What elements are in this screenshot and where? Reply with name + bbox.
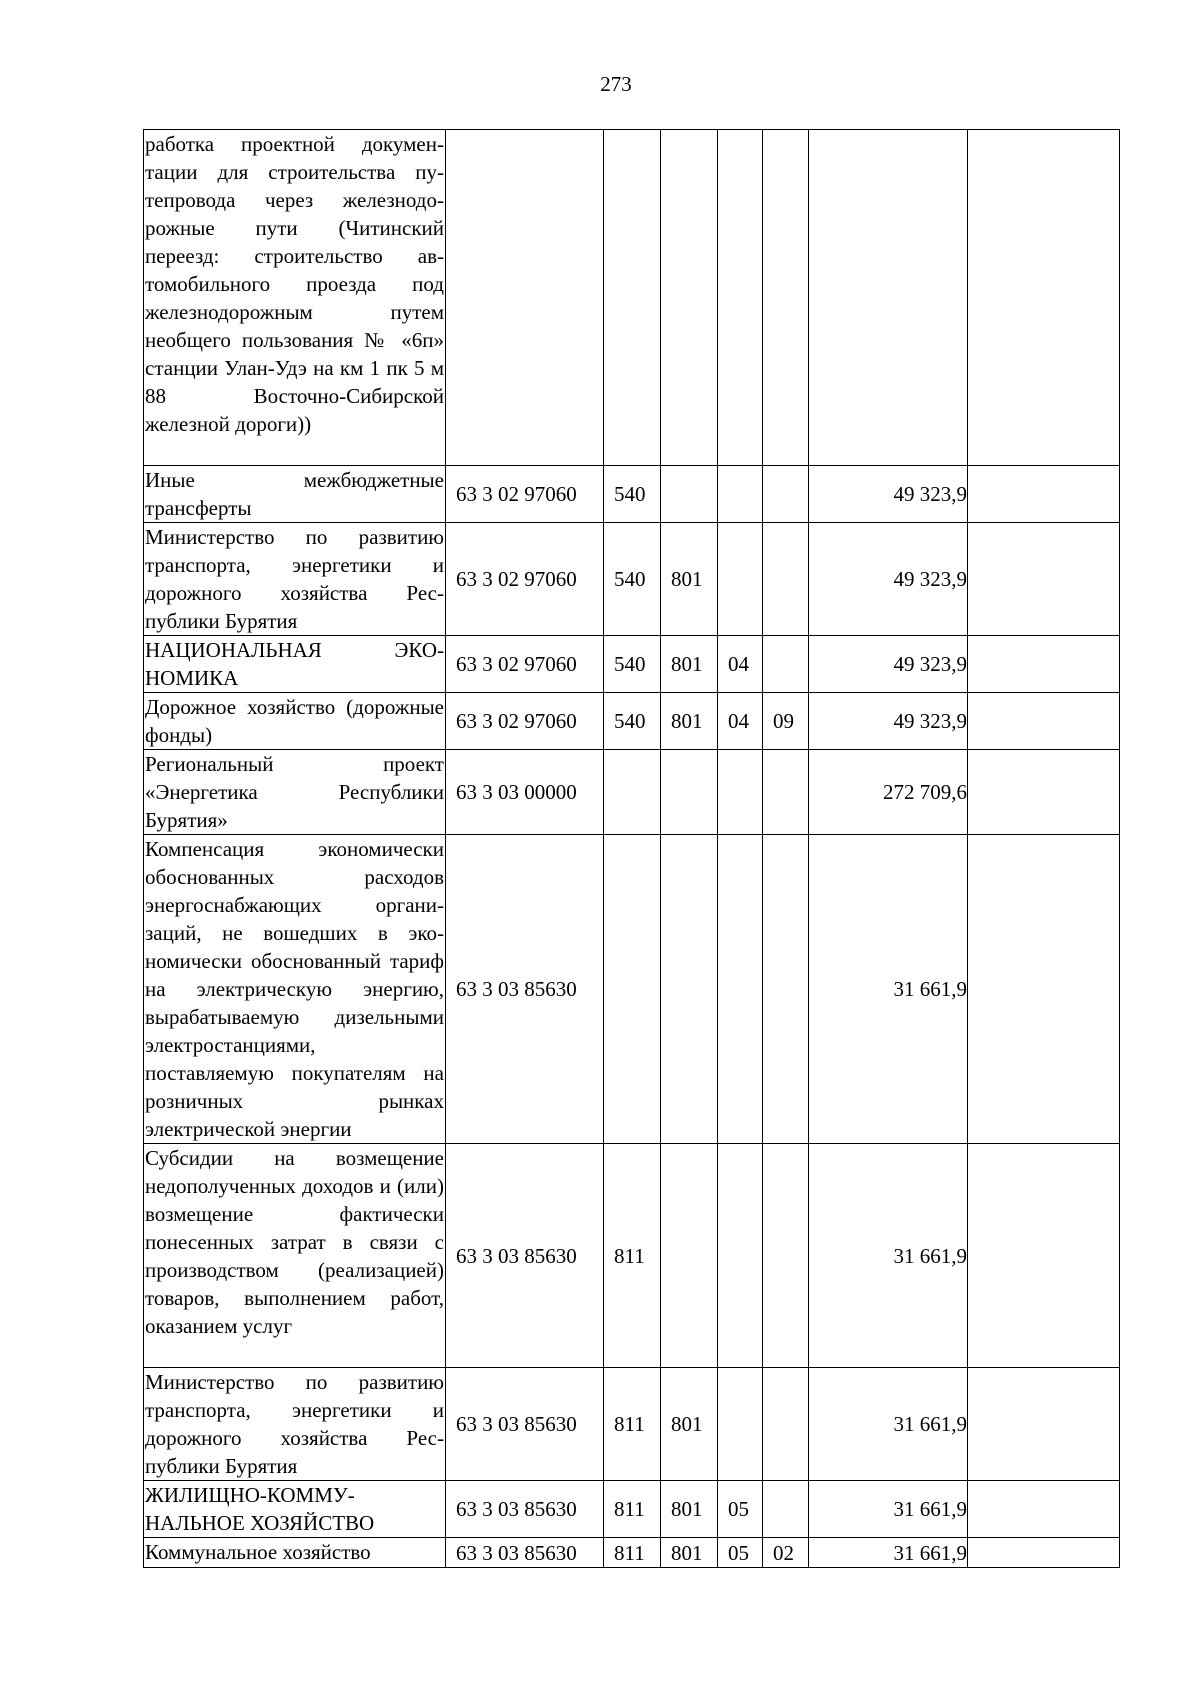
target-article-code: 63 3 03 85630 — [446, 1481, 604, 1538]
table-row — [144, 130, 1120, 466]
subsection-code — [763, 835, 809, 1144]
sum-value: 49 323,9 — [809, 636, 968, 693]
extra-cell — [968, 636, 1120, 693]
extra-cell — [968, 1368, 1120, 1481]
ministry-code — [661, 466, 718, 523]
section-code: 05 — [718, 1481, 763, 1538]
ministry-code — [661, 750, 718, 835]
table-row — [144, 835, 1120, 1144]
row-name: Министерство по развитию транспорта, энергетики и дорожного хозяйства Республики Бурятия — [144, 1368, 446, 1481]
target-article-code: 63 3 03 85630 — [446, 835, 604, 1144]
extra-cell — [968, 1538, 1120, 1568]
ministry-code — [661, 130, 718, 466]
subsection-code — [763, 523, 809, 636]
table-row — [144, 693, 1120, 750]
subsection-code: 09 — [763, 693, 809, 750]
row-name: ЖИЛИЩНО-КОММУНАЛЬНОЕ ХОЗЯЙСТВО — [144, 1481, 446, 1538]
target-article-code: 63 3 03 85630 — [446, 1538, 604, 1568]
row-name: работка проектной документации для строительства путепровода через железнодорожные пути (Читинский переезд: строительство автомобильного проезда под железнодорожным путем необщего пользования № «6п» станции Улан-Удэ на км 1 пк 5 м 88 Восточно-Сибирской железной дороги)) — [144, 130, 446, 466]
section-code — [718, 1368, 763, 1481]
extra-cell — [968, 1144, 1120, 1368]
extra-cell — [968, 523, 1120, 636]
expense-type: 811 — [604, 1144, 661, 1368]
expense-type — [604, 750, 661, 835]
extra-cell — [968, 750, 1120, 835]
ministry-code: 801 — [661, 636, 718, 693]
subsection-code — [763, 466, 809, 523]
ministry-code — [661, 835, 718, 1144]
expense-type: 540 — [604, 636, 661, 693]
ministry-code: 801 — [661, 1368, 718, 1481]
row-name: Иные межбюджетные трансферты — [144, 466, 446, 523]
ministry-code: 801 — [661, 1481, 718, 1538]
expense-type — [604, 130, 661, 466]
subsection-code — [763, 130, 809, 466]
expense-type: 811 — [604, 1481, 661, 1538]
sum-value: 49 323,9 — [809, 466, 968, 523]
table-row — [144, 1368, 1120, 1481]
row-name: Региональный проект «Энергетика Республики Бурятия» — [144, 750, 446, 835]
expense-type: 540 — [604, 523, 661, 636]
subsection-code — [763, 750, 809, 835]
table-row — [144, 636, 1120, 693]
section-code — [718, 750, 763, 835]
row-name: Дорожное хозяйство (дорожные фонды) — [144, 693, 446, 750]
extra-cell — [968, 130, 1120, 466]
sum-value: 272 709,6 — [809, 750, 968, 835]
section-code: 04 — [718, 693, 763, 750]
section-code — [718, 835, 763, 1144]
target-article-code: 63 3 03 85630 — [446, 1368, 604, 1481]
sum-value: 31 661,9 — [809, 1144, 968, 1368]
row-name: Министерство по развитию транспорта, энергетики и дорожного хозяйства Республики Бурятия — [144, 523, 446, 636]
sum-value — [809, 130, 968, 466]
row-name: Субсидии на возмещение недополученных доходов и (или) возмещение фактически понесенных затрат в связи с производством (реализацией) товаров, выполнением работ, оказанием услуг — [144, 1144, 446, 1368]
extra-cell — [968, 1481, 1120, 1538]
ministry-code: 801 — [661, 1538, 718, 1568]
sum-value: 49 323,9 — [809, 693, 968, 750]
sum-value: 31 661,9 — [809, 1368, 968, 1481]
section-code — [718, 130, 763, 466]
target-article-code: 63 3 02 97060 — [446, 636, 604, 693]
section-code — [718, 1144, 763, 1368]
table-row — [144, 1538, 1120, 1568]
sum-value: 31 661,9 — [809, 1538, 968, 1568]
target-article-code: 63 3 03 85630 — [446, 1144, 604, 1368]
sum-value: 49 323,9 — [809, 523, 968, 636]
sum-value: 31 661,9 — [809, 1481, 968, 1538]
extra-cell — [968, 693, 1120, 750]
expense-type: 540 — [604, 466, 661, 523]
page-number: 273 — [600, 72, 632, 96]
expense-type — [604, 835, 661, 1144]
row-name: Коммунальное хозяйство — [144, 1538, 446, 1568]
ministry-code — [661, 1144, 718, 1368]
target-article-code: 63 3 03 00000 — [446, 750, 604, 835]
table-row — [144, 750, 1120, 835]
table-row — [144, 523, 1120, 636]
target-article-code: 63 3 02 97060 — [446, 466, 604, 523]
ministry-code: 801 — [661, 693, 718, 750]
section-code: 05 — [718, 1538, 763, 1568]
target-article-code — [446, 130, 604, 466]
table-row — [144, 466, 1120, 523]
subsection-code: 02 — [763, 1538, 809, 1568]
target-article-code: 63 3 02 97060 — [446, 693, 604, 750]
budget-table — [143, 129, 1120, 1568]
table-row — [144, 1481, 1120, 1538]
extra-cell — [968, 835, 1120, 1144]
section-code — [718, 523, 763, 636]
row-name: НАЦИОНАЛЬНАЯ ЭКОНОМИКА — [144, 636, 446, 693]
row-name: Компенсация экономически обоснованных расходов энергоснабжающих организаций, не вошедших в экономически обоснованный тариф на электрическую энергию, вырабатываемую дизельными электростанциями, поставляемую покупателям на розничных рынках электрической энергии — [144, 835, 446, 1144]
expense-type: 811 — [604, 1368, 661, 1481]
expense-type: 540 — [604, 693, 661, 750]
sum-value: 31 661,9 — [809, 835, 968, 1144]
section-code: 04 — [718, 636, 763, 693]
subsection-code — [763, 636, 809, 693]
subsection-code — [763, 1144, 809, 1368]
expense-type: 811 — [604, 1538, 661, 1568]
extra-cell — [968, 466, 1120, 523]
ministry-code: 801 — [661, 523, 718, 636]
subsection-code — [763, 1368, 809, 1481]
subsection-code — [763, 1481, 809, 1538]
target-article-code: 63 3 02 97060 — [446, 523, 604, 636]
section-code — [718, 466, 763, 523]
table-row — [144, 1144, 1120, 1368]
